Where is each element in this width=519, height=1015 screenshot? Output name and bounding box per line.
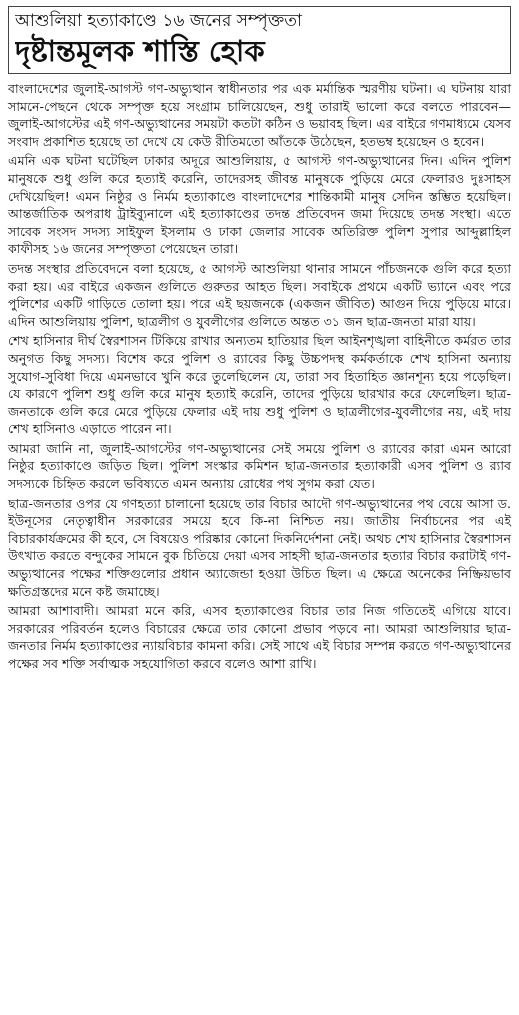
paragraph-4: শেখ হাসিনার দীর্ঘ স্বৈরশাসন টিকিয়ে রাখার অন্যতম হাতিয়ার ছিল আইনশৃঙ্খলা বাহিনীতে কর্মরত তার অনুগত কিছু সদস্য। বিশেষ করে পুলিশ ও র‍্যাবের কিছু উচ্চপদস্থ কর্মকর্তাকে শেখ হাসিনা অন্যায় সুযোগ-সুবিধা দিয়ে এমনভাবে খুনি করে তুলেছিলেন যে, তারা সব হিতাহিত জ্ঞানশূন্য হয়ে পড়েছিল। যে কারণে পুলিশ শুধু গুলি করে মানুষ হত্যাই করেনি, তাদের পুড়িয়ে ছারখার করে ফেলেছিল। ছাত্র-জনতাকে গুলি করে মেরে পুড়িয়ে ফেলার এই দায় শুধু পুলিশ ও ছাত্রলীগের-যুবলীগের নয়, এই দায় শেখ হাসিনাও এড়াতে পারেন না। [8, 333, 511, 437]
paragraph-2: এমনি এক ঘটনা ঘটেছিল ঢাকার অদূরে আশুলিয়ায়, ৫ আগস্ট গণ-অভ্যুত্থানের দিন। এদিন পুলিশ মানুষকে শুধু গুলি করে হত্যাই করেনি, তাদেরসহ জীবন্ত মানুষকে পুড়িয়ে মেরে ফেলারও দুঃসাহস দেখিয়েছিল! এমন নিষ্ঠুর ও নির্মম হত্যাকাণ্ডে বাংলাদেশের শান্তিকামী মানুষ সেদিন স্তম্ভিত হয়েছিল। আন্তর্জাতিক অপরাধ ট্রাইব্যুনালে এই হত্যাকাণ্ডের তদন্ত প্রতিবেদন জমা দিয়েছে তদন্ত সংস্থা। এতে সাবেক সংসদ সদস্য সাইফুল ইসলাম ও ঢাকা জেলার সাবেক অতিরিক্ত পুলিশ সুপার আব্দুল্লাহিল কাফীসহ ১৬ জনের সম্পৃক্ততা পেয়েছেন তারা। [8, 153, 511, 257]
kicker: আশুলিয়া হত্যাকাণ্ডে ১৬ জনের সম্পৃক্ততা [15, 11, 302, 31]
article-body [8, 80, 511, 673]
paragraph-5: আমরা জানি না, জুলাই-আগস্টের গণ-অভ্যুত্থানের সেই সময়ে পুলিশ ও র‍্যাবের কারা এমন আরো নিষ্ঠুর হত্যাকাণ্ডে জড়িত ছিল। পুলিশ সংস্কার কমিশন ছাত্র-জনতার হত্যাকারী এসব পুলিশ ও র‍্যাব সদস্যকে চিহ্নিত করলে ভবিষ্যতে এমন অন্যায় রোধের পথ সুগম করা যেত। [8, 440, 511, 492]
paragraph-1: বাংলাদেশের জুলাই-আগস্ট গণ-অভ্যুত্থান স্বাধীনতার পর এক মর্মান্তিক স্মরণীয় ঘটনা। এ ঘটনায় যারা সামনে-পেছনে থেকে সম্পৃক্ত হয়ে সংগ্রাম চালিয়েছেন, শুধু তারাই ভালো করে বলতে পারবেন— জুলাই-আগস্টের এই গণ-অভ্যুত্থানের সময়টা কতটা কঠিন ও ভয়াবহ ছিল। এর বাইরে গণমাধ্যমে যেসব সংবাদ প্রকাশিত হয়েছে তা দেখে যে কেউ রীতিমতো আঁতকে উঠেছেন, হতভম্ব হয়েছেন ও হবেন। [8, 81, 511, 149]
paragraph-3: তদন্ত সংস্থার প্রতিবেদনে বলা হয়েছে, ৫ আগস্ট আশুলিয়া থানার সামনে পাঁচজনকে গুলি করে হত্যা করা হয়। এর বাইরে একজন গুলিতে গুরুতর আহত ছিল। সবাইকে প্রথমে একটি ভ্যানে এবং পরে পুলিশের একটি গাড়িতে তোলা হয়। পরে এই ছয়জনকে (একজন জীবিত) আগুন দিয়ে পুড়িয়ে মারে। এদিন আশুলিয়ায় পুলিশ, ছাত্রলীগ ও যুবলীগের গুলিতে অন্তত ৩১ জন ছাত্র-জনতা মারা যায়। [8, 260, 511, 329]
headline-box [8, 6, 511, 74]
headline: দৃষ্টান্তমূলক শাস্তি হোক [15, 34, 265, 68]
paragraph-7: আমরা আশাবাদী। আমরা মনে করি, এসব হত্যাকাণ্ডের বিচার তার নিজ গতিতেই এগিয়ে যাবে। সরকারের পরিবর্তন হলেও বিচারের ক্ষেত্রে তার কোনো প্রভাব পড়বে না। আমরা আশুলিয়ার ছাত্র-জনতার নির্মম হত্যাকাণ্ডের ন্যায়বিচার কামনা করি। সেই সাথে এই বিচার সম্পন্ন করতে গণ-অভ্যুত্থানের পক্ষের সব শক্তি সর্বাত্মক সহযোগিতা করবে বলেও আশা রাখি। [8, 603, 511, 671]
paragraph-6: ছাত্র-জনতার ওপর যে গণহত্যা চালানো হয়েছে তার বিচার আদৌ গণ-অভ্যুত্থানের পথ বেয়ে আসা ড. ইউনূসের নেতৃত্বাধীন সরকারের সময়ে হবে কি-না নিশ্চিত নয়। জাতীয় নির্বাচনের পর এই বিচারকার্যক্রমের কী হবে, সে বিষয়েও পরিষ্কার কোনো দিকনির্দেশনা নেই। অথচ শেখ হাসিনার স্বৈরশাসন উৎখাত করতে বন্দুকের সামনে বুক চিতিয়ে দেয়া এসব সাহসী ছাত্র-জনতার হত্যার বিচার করাটাই গণ-অভ্যুত্থানের পক্ষের শক্তিগুলোর প্রধান অ্যাজেন্ডা হওয়া উচিত ছিল। এ ক্ষেত্রে অনেকের নিষ্ক্রিয়ভাব ক্ষতিগ্রস্তদের মনে কষ্ট জমাচ্ছে। [8, 495, 511, 599]
